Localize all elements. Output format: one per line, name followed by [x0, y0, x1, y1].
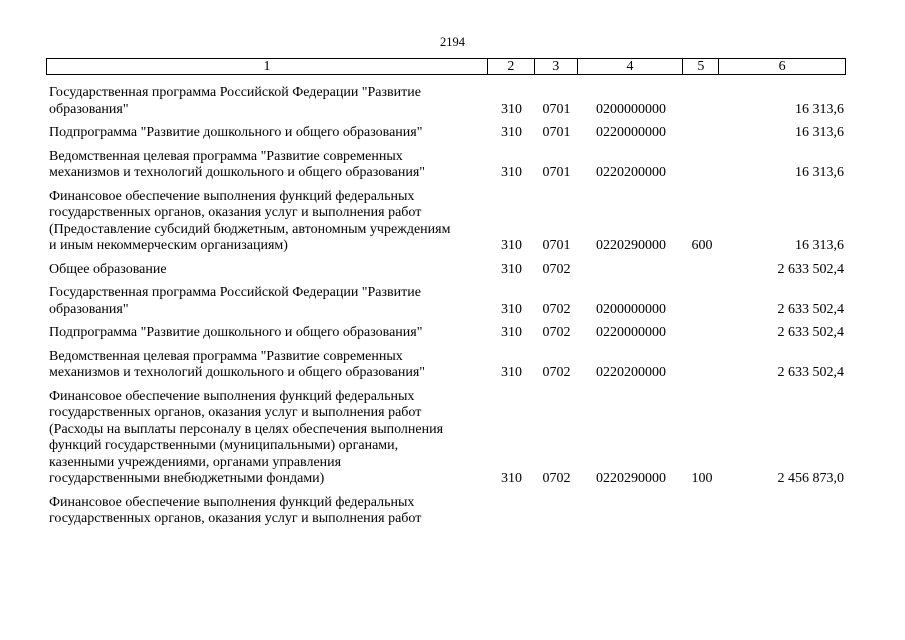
table-row — [46, 189, 846, 255]
row-col-3: 0702 — [542, 471, 571, 486]
row-col-5: 600 — [691, 238, 713, 253]
row-col-4: 0200000000 — [596, 301, 666, 317]
row-name: Финансовое обеспечение выполнения функций федеральных государственных органов, оказания услуг и выполнения работ (Расходы на выплаты персоналу в целях обеспечения выполнения функций государственными (муниципальными) органами, казенными учреждениями, органами управления государственными внебюджетными фондами) — [49, 388, 444, 486]
row-col-4: 0200000000 — [596, 101, 666, 117]
row-name: Государственная программа Российской Федерации "Развитие образования" — [49, 285, 421, 317]
table-row — [46, 349, 846, 382]
row-name: Ведомственная целевая программа "Развитие современных механизмов и технологий дошкольного и общего образования" — [49, 148, 425, 180]
row-col-2: 310 — [501, 471, 522, 486]
row-col-2: 310 — [501, 325, 522, 340]
header-col-4: 4 — [578, 59, 684, 74]
row-col-3: 0701 — [542, 101, 571, 117]
row-col-4: 0220200000 — [596, 365, 666, 380]
header-col-3: 3 — [535, 59, 578, 74]
row-col-6: 16 313,6 — [795, 125, 844, 140]
row-col-3: 0701 — [542, 165, 571, 180]
row-col-3: 0701 — [542, 125, 571, 140]
row-col-2: 310 — [501, 365, 522, 380]
row-col-6: 16 313,6 — [795, 165, 844, 180]
row-name: Государственная программа Российской Федерации "Развитие образования" — [49, 85, 421, 117]
row-col-2: 310 — [501, 301, 522, 317]
row-name: Финансовое обеспечение выполнения функций федеральных государственных органов, оказания услуг и выполнения работ — [49, 494, 422, 526]
table-row — [46, 325, 846, 342]
table-header — [46, 58, 846, 75]
header-col-5: 5 — [683, 59, 719, 74]
header-col-2: 2 — [488, 59, 535, 74]
header-col-6: 6 — [778, 59, 786, 74]
table-row — [46, 262, 846, 279]
row-col-5: 100 — [691, 471, 713, 486]
row-col-3: 0701 — [542, 238, 571, 253]
row-col-3: 0702 — [542, 261, 571, 277]
row-name: Общее образование — [49, 261, 167, 277]
row-col-6: 2 633 502,4 — [777, 261, 844, 277]
row-name: Ведомственная целевая программа "Развитие современных механизмов и технологий дошкольного и общего образования" — [49, 348, 425, 380]
row-col-2: 310 — [501, 125, 522, 140]
row-col-3: 0702 — [542, 301, 571, 317]
row-col-4: 0220290000 — [596, 238, 666, 253]
table-row — [46, 389, 846, 488]
row-col-6: 2 633 502,4 — [777, 301, 844, 317]
row-col-3: 0702 — [542, 325, 571, 340]
table-row — [46, 85, 846, 118]
row-col-6: 16 313,6 — [795, 101, 844, 117]
row-name: Подпрограмма "Развитие дошкольного и общего образования" — [49, 325, 423, 340]
row-col-4: 0220290000 — [596, 471, 666, 486]
row-col-2: 310 — [501, 238, 522, 253]
row-col-2: 310 — [501, 261, 522, 277]
row-col-4: 0220000000 — [596, 125, 666, 140]
row-col-4: 0220000000 — [596, 325, 666, 340]
table-row — [46, 125, 846, 142]
row-name: Подпрограмма "Развитие дошкольного и общего образования" — [49, 125, 423, 140]
row-col-2: 310 — [501, 165, 522, 180]
table-row — [46, 285, 846, 318]
table-body — [46, 85, 846, 535]
table-row — [46, 495, 846, 528]
row-col-4: 0220200000 — [596, 165, 666, 180]
row-name: Финансовое обеспечение выполнения функций федеральных государственных органов, оказания услуг и выполнения работ (Предоставление субсидий бюджетным, автономным учреждениям и иным некоммерческим организациям) — [49, 188, 451, 253]
row-col-6: 2 633 502,4 — [777, 325, 844, 340]
header-col-1: 1 — [47, 59, 488, 74]
row-col-6: 16 313,6 — [795, 238, 844, 253]
row-col-3: 0702 — [542, 365, 571, 380]
row-col-6: 2 633 502,4 — [777, 365, 844, 380]
table-row — [46, 149, 846, 182]
row-col-6: 2 456 873,0 — [777, 471, 844, 486]
row-col-2: 310 — [501, 101, 522, 117]
page-number: 2194 — [440, 35, 465, 49]
